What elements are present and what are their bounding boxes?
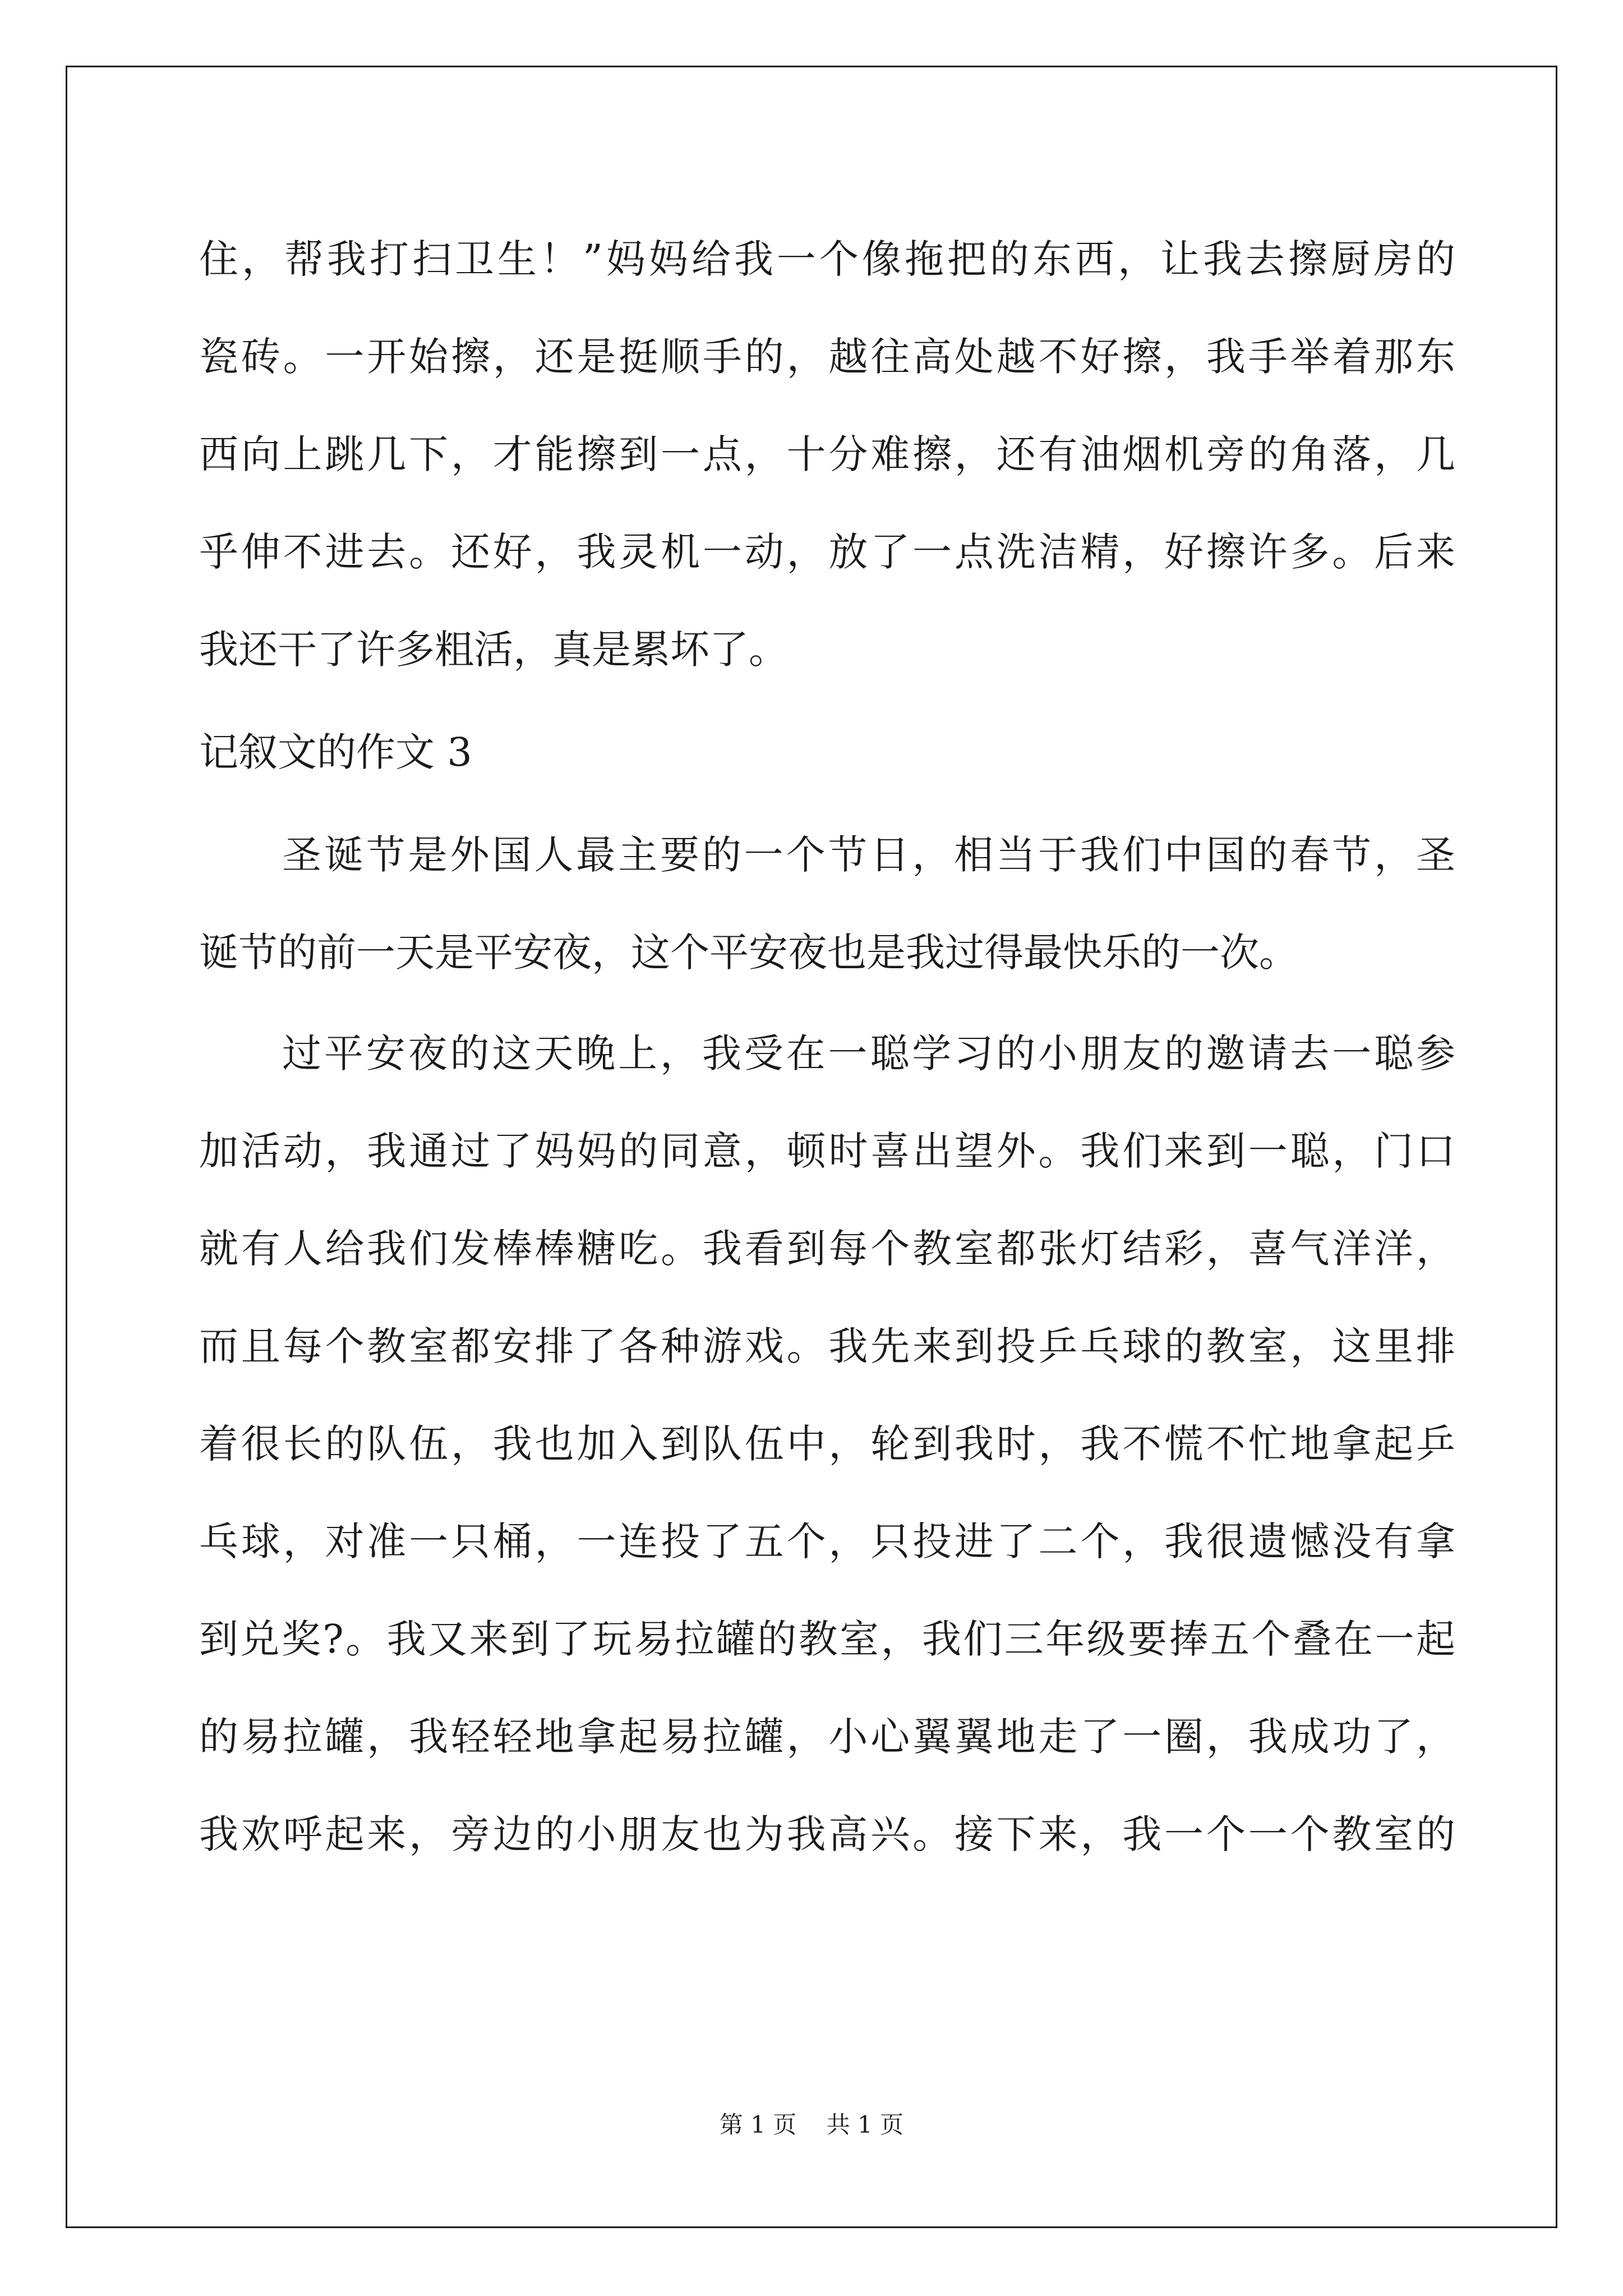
text-line: 乓球，对准一只桶，一连投了五个，只投进了二个，我很遗憾没有拿 — [199, 1519, 1455, 1565]
text-line: 就有人给我们发棒棒糖吃。我看到每个教室都张灯结彩，喜气洋洋， — [199, 1226, 1455, 1272]
text-line: 西向上跳几下，才能擦到一点，十分难擦，还有油烟机旁的角落，几 — [199, 431, 1455, 477]
text-line: 过平安夜的这天晚上，我受在一聪学习的小朋友的邀请去一聪参 — [282, 1030, 1455, 1076]
text-line: 我还干了许多粗活，真是累坏了。 — [199, 627, 788, 673]
section-heading: 记叙文的作文 3 — [199, 729, 472, 775]
text-line: 圣诞节是外国人最主要的一个节日，相当于我们中国的春节，圣 — [282, 832, 1455, 878]
continued-paragraph — [199, 210, 1455, 698]
text-line: 的易拉罐，我轻轻地拿起易拉罐，小心翼翼地走了一圈，我成功了， — [199, 1714, 1455, 1760]
text-line: 诞节的前一天是平安夜，这个平安夜也是我过得最快乐的一次。 — [199, 930, 1298, 976]
text-line: 我欢呼起来，旁边的小朋友也为我高兴。接下来，我一个一个教室的 — [199, 1811, 1455, 1857]
text-line: 着很长的队伍，我也加入到队伍中，轮到我时，我不慌不忙地拿起乒 — [199, 1421, 1455, 1467]
text-line: 住，帮我打扫卫生！”妈妈给我一个像拖把的东西，让我去擦厨房的 — [199, 236, 1455, 282]
text-line: 而且每个教室都安排了各种游戏。我先来到投乒乓球的教室，这里排 — [199, 1323, 1455, 1369]
paragraph-2 — [199, 1005, 1455, 1883]
document-body — [199, 210, 1455, 1883]
page-number: 第 1 页 — [719, 2111, 797, 2138]
page-footer — [0, 2106, 1623, 2140]
page-total: 共 1 页 — [826, 2111, 904, 2138]
text-line: 乎伸不进去。还好，我灵机一动，放了一点洗洁精，好擦许多。后来 — [199, 529, 1455, 575]
text-line: 瓷砖。一开始擦，还是挺顺手的，越往高处越不好擦，我手举着那东 — [199, 334, 1455, 380]
text-line: 到兑奖?。我又来到了玩易拉罐的教室，我们三年级要捧五个叠在一起 — [199, 1616, 1455, 1662]
paragraph-1 — [199, 806, 1455, 1001]
text-line: 加活动，我通过了妈妈的同意，顿时喜出望外。我们来到一聪，门口 — [199, 1128, 1455, 1174]
